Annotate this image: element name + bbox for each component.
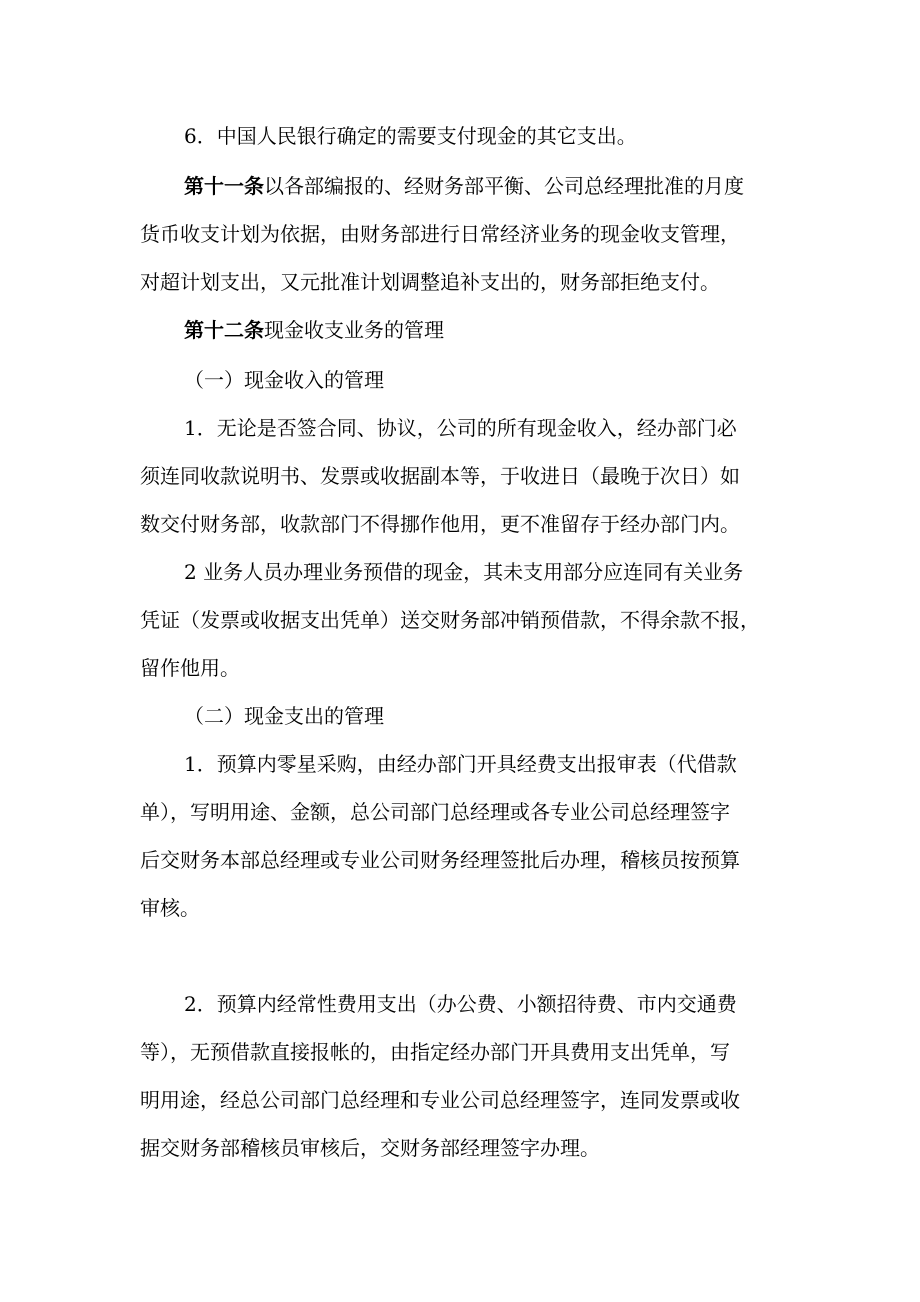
section-title: （二）现金支出的管理 <box>184 704 384 728</box>
expense-item-2-line-3 <box>140 1086 790 1114</box>
paragraph-text: 据交财务部稽核员审核后，交财务部经理签字办理。 <box>140 1136 600 1160</box>
income-item-1-line-1 <box>184 414 834 442</box>
article-11-line-2 <box>140 220 790 248</box>
income-item-2-line-2 <box>140 606 790 634</box>
section-title: （一）现金收入的管理 <box>184 368 384 392</box>
article-12-line <box>184 316 834 344</box>
income-item-2-line-1 <box>184 558 834 586</box>
paragraph-text: 以各部编报的、经财务部平衡、公司总经理批准的月度 <box>264 174 744 198</box>
paragraph-text: 1．无论是否签合同、协议，公司的所有现金收入，经办部门必 <box>184 416 737 440</box>
paragraph-text: 明用途，经总公司部门总经理和专业公司总经理签字，连同发票或收 <box>140 1088 740 1112</box>
paragraph-text: 现金收支业务的管理 <box>264 318 444 342</box>
income-item-1-line-3 <box>140 510 790 538</box>
expense-item-2-line-4 <box>140 1134 790 1162</box>
article-11-line-1 <box>184 172 834 200</box>
section-heading-cash-expense <box>184 702 834 730</box>
expense-item-2-line-1 <box>184 990 834 1018</box>
income-item-1-line-2 <box>140 462 790 490</box>
paragraph-text: 2 业务人员办理业务预借的现金，其未支用部分应连同有关业务 <box>184 560 744 584</box>
article-11-line-3 <box>140 268 790 296</box>
expense-item-1-line-2 <box>140 798 790 826</box>
paragraph-text: 1．预算内零星采购，由经办部门开具经费支出报审表（代借款 <box>184 752 737 776</box>
paragraph-text: 单），写明用途、金额，总公司部门总经理或各专业公司总经理签字 <box>140 800 730 824</box>
paragraph-text: 2．预算内经常性费用支出（办公费、小额招待费、市内交通费 <box>184 992 737 1016</box>
article-11-heading: 第十一条 <box>184 174 264 198</box>
expense-item-1-line-4 <box>140 894 790 922</box>
expense-item-1-line-3 <box>140 846 790 874</box>
expense-item-1-line-1 <box>184 750 834 778</box>
paragraph-text: 对超计划支出，又元批准计划调整追补支出的，财务部拒绝支付。 <box>140 270 720 294</box>
section-heading-cash-income <box>184 366 834 394</box>
paragraph-text: 6．中国人民银行确定的需要支付现金的其它支出。 <box>184 124 637 148</box>
paragraph-text: 须连同收款说明书、发票或收据副本等，于收进日（最晚于次日）如 <box>140 464 740 488</box>
expense-item-2-line-2 <box>140 1038 790 1066</box>
paragraph-text: 审核。 <box>140 896 200 920</box>
paragraph-text: 等），无预借款直接报帐的，由指定经办部门开具费用支出凭单，写 <box>140 1040 730 1064</box>
paragraph-text: 留作他用。 <box>140 656 240 680</box>
paragraph-text: 凭证（发票或收据支出凭单）送交财务部冲销预借款，不得余款不报， <box>140 608 760 632</box>
article-12-heading: 第十二条 <box>184 318 264 342</box>
income-item-2-line-3 <box>140 654 790 682</box>
paragraph-text: 货币收支计划为依据，由财务部进行日常经济业务的现金收支管理， <box>140 222 740 246</box>
paragraph-item-6 <box>184 122 834 150</box>
paragraph-text: 数交付财务部，收款部门不得挪作他用，更不准留存于经办部门内。 <box>140 512 740 536</box>
paragraph-text: 后交财务本部总经理或专业公司财务经理签批后办理，稽核员按预算 <box>140 848 740 872</box>
